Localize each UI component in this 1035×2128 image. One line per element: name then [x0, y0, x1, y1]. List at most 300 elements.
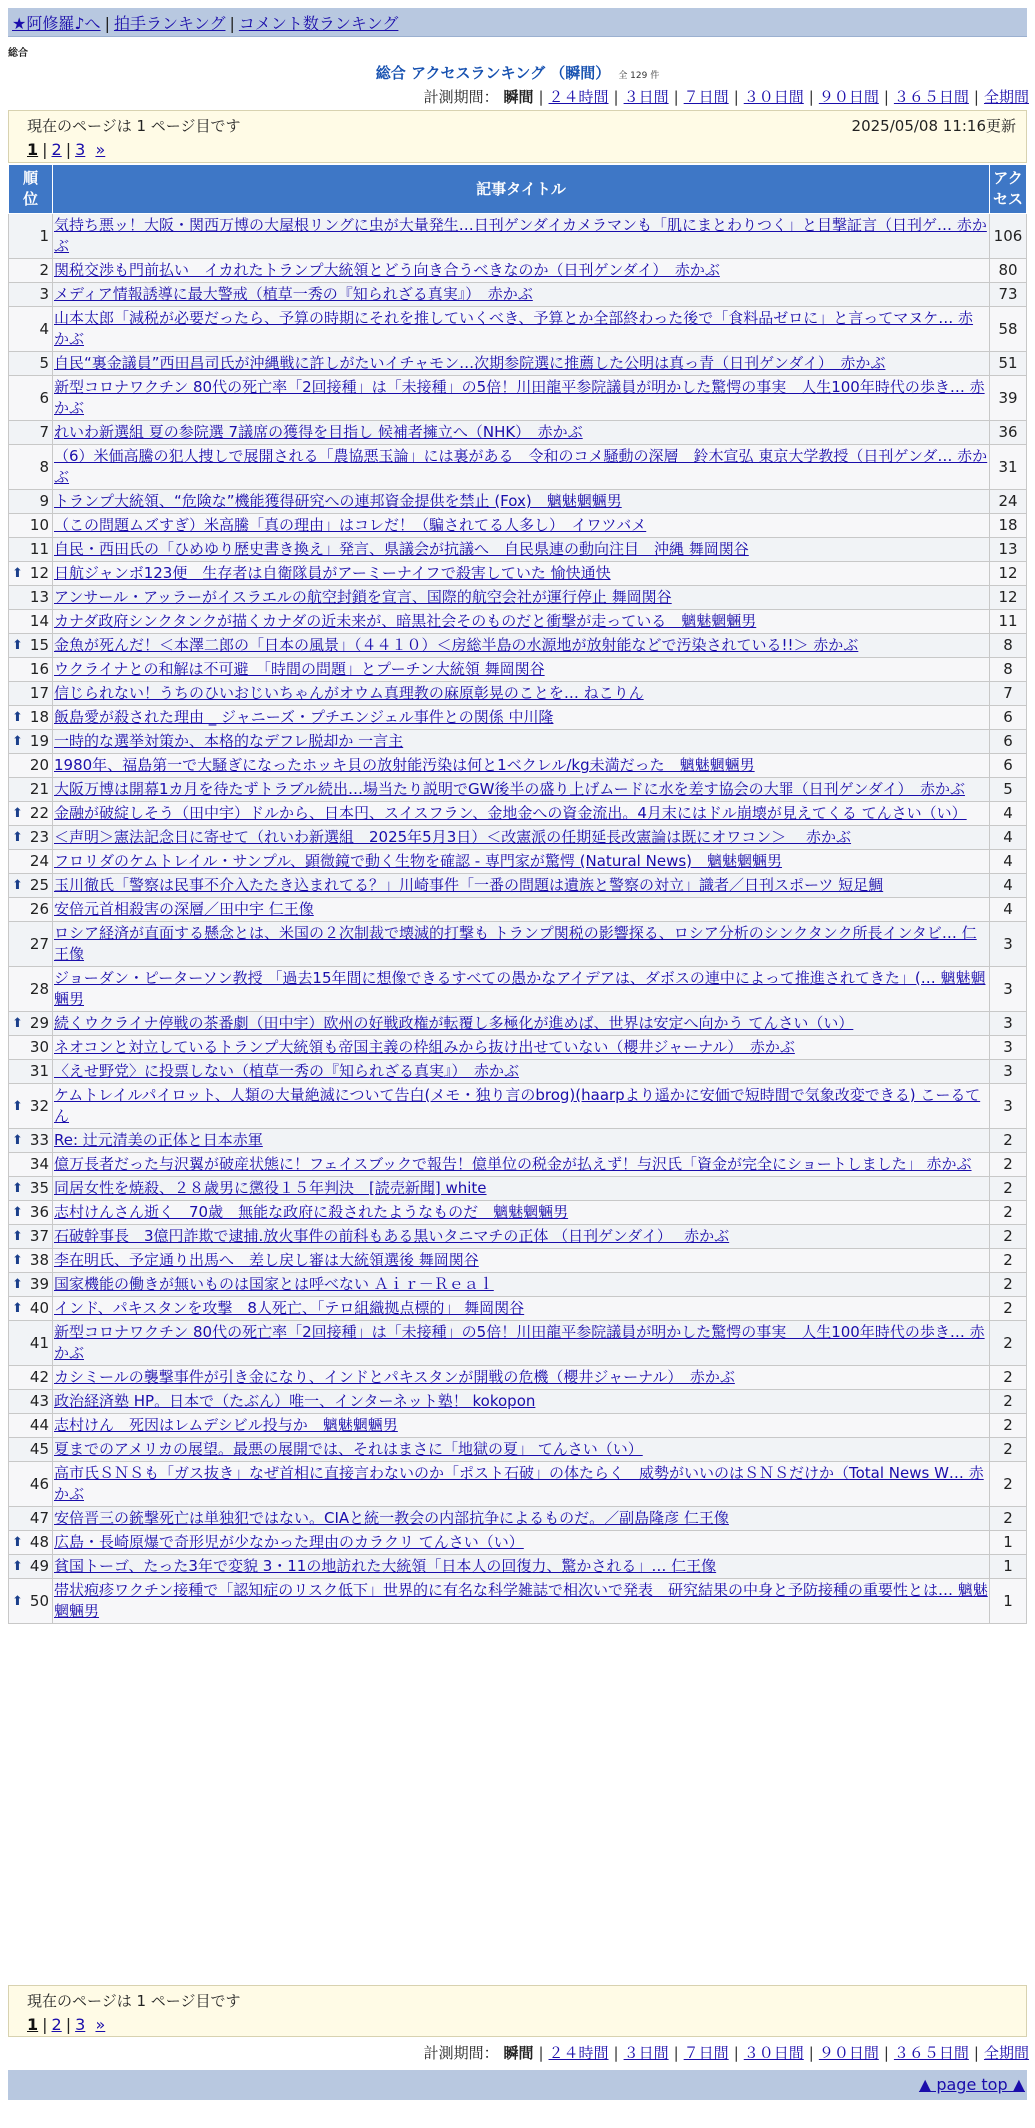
title-cell [53, 778, 990, 802]
period-365d-link-bottom[interactable]: ３６５日間 [893, 2044, 969, 2062]
table-row [9, 706, 1027, 730]
rank-number: 11 [29, 540, 49, 558]
article-link[interactable]: ケムトレイルパイロット、人類の大量絶滅について告白(メモ・独り言のbrog)(haarpより遥かに安価で短時間で気象改変できる) こーるてん [54, 1086, 981, 1125]
rank-cell [9, 898, 53, 922]
ranking-title: 総合 アクセスランキング （瞬間） [375, 64, 611, 82]
rank-number: 4 [39, 319, 49, 338]
access-count: 1 [990, 1531, 1027, 1555]
access-count: 2 [990, 1366, 1027, 1390]
access-count: 12 [990, 562, 1027, 586]
rank-number: 35 [29, 1179, 49, 1197]
title-cell [53, 967, 990, 1012]
access-count: 3 [990, 1084, 1027, 1129]
home-link[interactable]: ★阿修羅♪へ [12, 14, 101, 33]
table-row [9, 1036, 1027, 1060]
article-link[interactable]: 貧国トーゴ、たった3年で変貌 3・11の地訪れた大統領「日本人の回復力、驚かされる」… 仁王像 [54, 1557, 717, 1575]
rank-cell [9, 754, 53, 778]
table-row [9, 214, 1027, 259]
article-link[interactable]: 山本太郎「減税が必要だったら、予算の時期にそれを推していくべき、予算とか全部終わった後で「食料品ゼロに」と言ってマヌケ… 赤かぶ [54, 309, 974, 348]
access-count: 24 [990, 490, 1027, 514]
access-count: 2 [990, 1507, 1027, 1531]
table-row [9, 376, 1027, 421]
updated-time: 2025/05/08 11:16更新 [851, 117, 1016, 135]
period-current-bottom: 瞬間 [503, 2044, 534, 2062]
table-row [9, 778, 1027, 802]
rank-number: 2 [39, 261, 49, 279]
title-cell [53, 1462, 990, 1507]
rank-number: 50 [29, 1591, 49, 1610]
rank-number: 3 [39, 285, 49, 303]
pager-top [8, 110, 1027, 163]
period-label: 計測期間： [423, 88, 499, 106]
nav-separator: | [229, 14, 235, 33]
rank-number: 21 [29, 780, 49, 798]
rank-cell [9, 352, 53, 376]
title-cell [53, 514, 990, 538]
table-header-row [9, 165, 1027, 214]
title-cell [53, 898, 990, 922]
article-link[interactable]: 石破幹事長 3億円詐欺で逮捕.放火事件の前科もある黒いタニマチの正体 （日刊ゲンダイ） 赤かぶ [54, 1227, 730, 1245]
rank-number: 7 [39, 423, 49, 441]
title-cell [53, 1153, 990, 1177]
table-row [9, 1201, 1027, 1225]
access-count: 6 [990, 754, 1027, 778]
period-7d-link[interactable]: ７日間 [683, 88, 729, 106]
rank-up-icon: ⬆ [12, 1277, 23, 1292]
title-cell [53, 421, 990, 445]
access-count: 31 [990, 445, 1027, 490]
rank-cell [9, 1036, 53, 1060]
rank-cell [9, 586, 53, 610]
table-row [9, 874, 1027, 898]
access-count: 4 [990, 826, 1027, 850]
rank-cell [9, 610, 53, 634]
rank-number: 9 [39, 492, 49, 510]
page-1-current-bottom: 1 [27, 2015, 39, 2034]
rank-cell [9, 1153, 53, 1177]
title-cell [53, 706, 990, 730]
title-cell [53, 1390, 990, 1414]
title-cell [53, 586, 990, 610]
rank-cell [9, 1177, 53, 1201]
article-link[interactable]: カナダ政府シンクタンクが描くカナダの近未来が、暗黒社会そのものだと衝撃が走っている 魑魅魍魎男 [54, 612, 757, 630]
article-link[interactable]: 新型コロナワクチン 80代の死亡率「2回接種」は「未接種」の5倍！川田龍平参院議員が明かした驚愕の事実 人生100年時代の歩き… 赤かぶ [54, 378, 985, 417]
article-link[interactable]: 信じられない！うちのひいおじいちゃんがオウム真理教の麻原彰晃のことを… ねこりん [54, 684, 644, 702]
title-cell [53, 445, 990, 490]
rank-cell [9, 706, 53, 730]
title-cell [53, 352, 990, 376]
period-365d-link[interactable]: ３６５日間 [893, 88, 969, 106]
access-count: 3 [990, 967, 1027, 1012]
access-count: 3 [990, 1012, 1027, 1036]
rank-number: 18 [29, 708, 49, 726]
rank-cell [9, 1579, 53, 1624]
table-row [9, 490, 1027, 514]
article-link[interactable]: 同居女性を焼殺、２８歳男に懲役１５年判決 [読売新聞] white [54, 1179, 487, 1197]
table-row [9, 1060, 1027, 1084]
article-link[interactable]: 億万長者だった与沢翼が破産状態に！フェイスブックで報告！億単位の税金が払えず！与沢氏「資金が完全にショートしました」 赤かぶ [54, 1155, 972, 1173]
pager-bottom [8, 1985, 1027, 2037]
access-count: 7 [990, 682, 1027, 706]
rank-number: 28 [29, 979, 49, 998]
table-row [9, 682, 1027, 706]
title-cell [53, 1084, 990, 1129]
rank-number: 47 [29, 1509, 49, 1527]
article-link[interactable]: 関税交渉も門前払い イカれたトランプ大統領とどう向き合うべきなのか（日刊ゲンダイ） 赤かぶ [54, 261, 720, 279]
rank-number: 1 [39, 226, 49, 245]
table-row [9, 1225, 1027, 1249]
rank-number: 8 [39, 457, 49, 476]
page-top-link[interactable]: ▲ page top ▲ [918, 2075, 1025, 2094]
rank-number: 39 [29, 1275, 49, 1293]
access-count: 1 [990, 1579, 1027, 1624]
page-3-link[interactable]: 3 [75, 140, 86, 159]
rank-up-icon: ⬆ [12, 1593, 23, 1609]
access-count: 2 [990, 1297, 1027, 1321]
article-link[interactable]: 新型コロナワクチン 80代の死亡率「2回接種」は「未接種」の5倍！川田龍平参院議員が明かした驚愕の事実 人生100年時代の歩き… 赤かぶ [54, 1323, 985, 1362]
table-row [9, 754, 1027, 778]
rank-cell [9, 1012, 53, 1036]
rank-up-icon: ⬆ [12, 1253, 23, 1268]
rank-cell [9, 562, 53, 586]
title-cell [53, 1129, 990, 1153]
rank-cell [9, 514, 53, 538]
article-link[interactable]: 国家機能の働きが無いものは国家とは呼べない Ａｉｒ－Ｒｅａｌ [54, 1275, 494, 1293]
rank-number: 30 [29, 1038, 49, 1056]
current-page-text-bottom: 現在のページは 1 ページ目です [27, 1992, 241, 2010]
table-row [9, 610, 1027, 634]
table-row [9, 967, 1027, 1012]
period-24h-link-bottom[interactable]: ２４時間 [548, 2044, 609, 2062]
title-cell [53, 1036, 990, 1060]
title-cell [53, 1177, 990, 1201]
title-cell [53, 634, 990, 658]
access-count: 4 [990, 802, 1027, 826]
article-link[interactable]: トランプ大統領、“危険な”機能獲得研究への連邦資金提供を禁止 (Fox) 魑魅魍魎男 [54, 492, 622, 510]
article-link[interactable]: 高市氏ＳＮＳも「ガス抜き」なぜ首相に直接言わないのか「ポスト石破」の体たらく 威勢がいいのはＳＮＳだけか（Total News W… 赤かぶ [54, 1464, 984, 1503]
rank-cell [9, 1321, 53, 1366]
rank-number: 16 [29, 660, 49, 678]
access-count: 58 [990, 307, 1027, 352]
title-cell [53, 682, 990, 706]
title-cell [53, 259, 990, 283]
rank-up-icon: ⬆ [12, 638, 23, 653]
table-row [9, 1012, 1027, 1036]
article-link[interactable]: 政治経済塾 HP。日本で（たぶん）唯一、インターネット塾！ kokopon [54, 1392, 536, 1410]
rank-cell [9, 1273, 53, 1297]
rank-up-icon: ⬆ [12, 1205, 23, 1220]
rank-number: 40 [29, 1299, 49, 1317]
access-count: 2 [990, 1390, 1027, 1414]
rank-number: 43 [29, 1392, 49, 1410]
page-2-link[interactable]: 2 [51, 140, 62, 159]
title-cell [53, 1060, 990, 1084]
rank-number: 29 [29, 1014, 49, 1032]
article-link[interactable]: 安倍元首相殺害の深層／田中宇 仁王像 [54, 900, 314, 918]
rank-number: 33 [29, 1131, 49, 1149]
article-link[interactable]: （6）米価高騰の犯人捜しで展開される「農協悪玉論」には裏がある 令和のコメ騒動の深層 鈴木宣弘 東京大学教授（日刊ゲンダ… 赤かぶ [54, 447, 988, 486]
rank-up-icon: ⬆ [12, 566, 23, 581]
rank-cell [9, 658, 53, 682]
rank-cell [9, 1225, 53, 1249]
title-cell [53, 1225, 990, 1249]
page-3-link-bottom[interactable]: 3 [75, 2015, 86, 2034]
rank-cell [9, 1531, 53, 1555]
rank-number: 44 [29, 1416, 49, 1434]
rank-number: 20 [29, 756, 49, 774]
ranking-table [8, 164, 1027, 1624]
title-cell [53, 376, 990, 421]
title-cell [53, 283, 990, 307]
access-count: 2 [990, 1414, 1027, 1438]
article-link[interactable]: 自民・西田氏の「ひめゆり歴史書き換え」発言、県議会が抗議へ 自民県連の動向注目 沖縄 舞岡関谷 [54, 540, 749, 558]
access-count: 12 [990, 586, 1027, 610]
article-link[interactable]: 〈えせ野党〉に投票しない（植草一秀の『知られざる真実』） 赤かぶ [54, 1062, 520, 1080]
access-count: 4 [990, 898, 1027, 922]
rank-cell [9, 1438, 53, 1462]
article-link[interactable]: アンサール・アッラーがイスラエルの航空封鎖を宣言、国際的航空会社が運行停止 舞岡関谷 [54, 588, 672, 606]
article-link[interactable]: れいわ新選組 夏の参院選 7議席の獲得を目指し 候補者擁立へ（NHK） 赤かぶ [54, 423, 583, 441]
access-count: 2 [990, 1462, 1027, 1507]
table-row [9, 445, 1027, 490]
table-row [9, 730, 1027, 754]
table-row [9, 898, 1027, 922]
table-row [9, 922, 1027, 967]
access-count: 106 [990, 214, 1027, 259]
rank-number: 22 [29, 804, 49, 822]
title-cell [53, 658, 990, 682]
period-all-link[interactable]: 全期間 [983, 88, 1029, 106]
table-row [9, 1507, 1027, 1531]
rank-number: 10 [29, 516, 49, 534]
next-page-link-bottom[interactable]: » [95, 2015, 106, 2034]
rank-number: 34 [29, 1155, 49, 1173]
article-link[interactable]: 一時的な選挙対策か、本格的なデフレ脱却か 一言主 [54, 732, 404, 750]
rank-cell [9, 967, 53, 1012]
rank-up-icon: ⬆ [12, 1181, 23, 1196]
rank-up-icon: ⬆ [12, 1301, 23, 1316]
access-count: 2 [990, 1438, 1027, 1462]
period-30d-link-bottom[interactable]: ３０日間 [743, 2044, 804, 2062]
rank-cell [9, 283, 53, 307]
title-cell [53, 1366, 990, 1390]
period-3d-link-bottom[interactable]: ３日間 [623, 2044, 669, 2062]
rank-number: 49 [29, 1557, 49, 1575]
title-cell [53, 1531, 990, 1555]
title-cell [53, 754, 990, 778]
access-header: アクセス [990, 165, 1027, 214]
title-cell [53, 1249, 990, 1273]
rank-up-icon: ⬆ [12, 830, 23, 845]
table-row [9, 802, 1027, 826]
article-link[interactable]: 金魚が死んだ！＜本澤二郎の「日本の風景」（４４１０）＜房総半島の水源地が放射能などで汚染されている!!＞ 赤かぶ [54, 636, 859, 654]
rank-cell [9, 538, 53, 562]
access-count: 2 [990, 1321, 1027, 1366]
next-page-link[interactable]: » [95, 140, 106, 159]
article-link[interactable]: フロリダのケムトレイル・サンプル、顕微鏡で動く生物を確認 - 専門家が驚愕 (Natural News) 魑魅魍魎男 [54, 852, 783, 870]
rank-up-icon: ⬆ [12, 1559, 23, 1574]
table-row [9, 1321, 1027, 1366]
article-link[interactable]: カシミールの襲撃事件が引き金になり、インドとパキスタンが開戦の危機（櫻井ジャーナル） 赤かぶ [54, 1368, 735, 1386]
access-count: 6 [990, 706, 1027, 730]
article-link[interactable]: ＜声明＞憲法記念日に寄せて（れいわ新選組 2025年5月3日）＜改憲派の任期延長改憲論は既にオワコン＞ 赤かぶ [54, 828, 852, 846]
period-3d-link[interactable]: ３日間 [623, 88, 669, 106]
rank-number: 19 [29, 732, 49, 750]
rank-up-icon: ⬆ [12, 710, 23, 725]
rank-number: 14 [29, 612, 49, 630]
article-link[interactable]: 日航ジャンボ123便 生存者は自衛隊員がアーミーナイフで殺害していた 愉快通快 [54, 564, 611, 582]
rank-cell [9, 490, 53, 514]
rank-cell [9, 682, 53, 706]
table-row [9, 586, 1027, 610]
period-all-link-bottom[interactable]: 全期間 [983, 2044, 1029, 2062]
article-link[interactable]: Re: 辻元清美の正体と日本赤軍 [54, 1131, 263, 1149]
clap-ranking-link[interactable]: 拍手ランキング [113, 14, 226, 33]
nav-separator: | [104, 14, 110, 33]
rank-cell [9, 1297, 53, 1321]
rank-header: 順位 [9, 165, 53, 214]
period-90d-link-bottom[interactable]: ９０日間 [818, 2044, 879, 2062]
rank-cell [9, 1555, 53, 1579]
article-link[interactable]: 金融が破綻しそう（田中宇）ドルから、日本円、スイスフラン、金地金への資金流出。4月末にはドル崩壊が見えてくる てんさい（い） [54, 804, 967, 822]
rank-number: 13 [29, 588, 49, 606]
title-cell [53, 1579, 990, 1624]
article-link[interactable]: 志村けん 死因はレムデシビル投与か 魑魅魍魎男 [54, 1416, 398, 1434]
page-1-current: 1 [27, 140, 39, 159]
article-link[interactable]: ジョーダン・ピーターソン教授 「過去15年間に想像できるすべての愚かなアイデアは、ダボスの連中によって推進されてきた」(… 魑魅魍魎男 [54, 969, 986, 1008]
page-2-link-bottom[interactable]: 2 [51, 2015, 62, 2034]
rank-number: 32 [29, 1096, 49, 1115]
rank-number: 31 [29, 1062, 49, 1080]
article-link[interactable]: メディア情報誘導に最大警戒（植草一秀の『知られざる真実』） 赤かぶ [54, 285, 533, 303]
comment-ranking-link[interactable]: コメント数ランキング [238, 14, 399, 33]
article-link[interactable]: ネオコンと対立しているトランプ大統領も帝国主義の枠組みから抜け出せていない（櫻井ジャーナル） 赤かぶ [54, 1038, 795, 1056]
rank-number: 45 [29, 1440, 49, 1458]
article-link[interactable]: 飯島愛が殺された理由 _ ジャニーズ・プチエンジェル事件との関係 中川隆 [54, 708, 554, 726]
access-count: 3 [990, 922, 1027, 967]
title-cell [53, 922, 990, 967]
rank-up-icon: ⬆ [12, 1535, 23, 1550]
table-row [9, 1555, 1027, 1579]
rank-up-icon: ⬆ [12, 806, 23, 821]
table-row [9, 538, 1027, 562]
table-row [9, 421, 1027, 445]
table-row [9, 1414, 1027, 1438]
article-link[interactable]: 自民“裏金議員”西田昌司氏が沖縄戦に許しがたいイチャモン…次期参院選に推薦した公明は真っ青（日刊ゲンダイ） 赤かぶ [54, 354, 886, 372]
table-row [9, 1273, 1027, 1297]
article-link[interactable]: 安倍晋三の銃撃死亡は単独犯ではない。CIAと統一教会の内部抗争によるものだ。／副島隆彦 仁王像 [54, 1509, 729, 1527]
article-link[interactable]: 大阪万博は開幕1カ月を待たずトラブル続出…場当たり説明でGW後半の盛り上げムードに水を差す協会の大罪（日刊ゲンダイ） 赤かぶ [54, 780, 965, 798]
rank-number: 5 [39, 354, 49, 372]
title-cell [53, 730, 990, 754]
access-count: 51 [990, 352, 1027, 376]
access-count: 2 [990, 1177, 1027, 1201]
article-link[interactable]: インド、パキスタンを攻撃 8人死亡、「テロ組織拠点標的」 舞岡関谷 [54, 1299, 525, 1317]
period-label-bottom: 計測期間： [423, 2044, 499, 2062]
table-row [9, 1084, 1027, 1129]
article-link[interactable]: 玉川徹氏「警察は民事不介入たたき込まれてる？」川崎事件「一番の問題は遺族と警察の対立」識者／日刊スポーツ 短足鯛 [54, 876, 884, 894]
rank-cell [9, 307, 53, 352]
rank-number: 46 [29, 1474, 49, 1493]
rank-cell [9, 1414, 53, 1438]
rank-up-icon: ⬆ [12, 1098, 23, 1114]
page-links: 1 | 2 | 3 » [27, 140, 106, 159]
rank-cell [9, 922, 53, 967]
title-cell [53, 802, 990, 826]
rank-up-icon: ⬆ [12, 1133, 23, 1148]
rank-number: 24 [29, 852, 49, 870]
rank-cell [9, 634, 53, 658]
rank-cell [9, 730, 53, 754]
title-cell [53, 610, 990, 634]
title-cell [53, 1555, 990, 1579]
table-row [9, 1462, 1027, 1507]
table-row [9, 850, 1027, 874]
article-link[interactable]: 続くウクライナ停戦の茶番劇（田中宇）欧州の好戦政権が転覆し多極化が進めば、世界は安定へ向かう てんさい（い） [54, 1014, 854, 1032]
access-count: 3 [990, 1036, 1027, 1060]
access-count: 6 [990, 730, 1027, 754]
table-row [9, 562, 1027, 586]
article-link[interactable]: 李在明氏、予定通り出馬へ 差し戻し審は大統領選後 舞岡関谷 [54, 1251, 479, 1269]
article-link[interactable]: 1980年、福島第一で大騒ぎになったホッキ貝の放射能汚染は何と1ベクレル/kg未満だった 魑魅魍魎男 [54, 756, 755, 774]
article-link[interactable]: 帯状疱疹ワクチン接種で「認知症のリスク低下」世界的に有名な科学雑誌で相次いで発表 研究結果の中身と予防接種の重要性とは… 魑魅魍魎男 [54, 1581, 988, 1620]
rank-cell [9, 1249, 53, 1273]
table-row [9, 1390, 1027, 1414]
article-link[interactable]: ロシア経済が直面する懸念とは、米国の２次制裁で壊滅的打撃も トランプ関税の影響探る、ロシア分析のシンクタンク所長インタビ… 仁王像 [54, 924, 977, 963]
period-7d-link-bottom[interactable]: ７日間 [683, 2044, 729, 2062]
title-cell [53, 1507, 990, 1531]
article-link[interactable]: ウクライナとの和解は不可避 「時間の問題」とプーチン大統領 舞岡関谷 [54, 660, 545, 678]
rank-cell [9, 1462, 53, 1507]
title-cell [53, 850, 990, 874]
table-row [9, 1153, 1027, 1177]
access-count: 73 [990, 283, 1027, 307]
period-24h-link[interactable]: ２４時間 [548, 88, 609, 106]
access-count: 39 [990, 376, 1027, 421]
table-row [9, 283, 1027, 307]
table-row [9, 259, 1027, 283]
rank-cell [9, 826, 53, 850]
access-count: 2 [990, 1153, 1027, 1177]
article-link[interactable]: 志村けんさん逝く 70歳 無能な政府に殺されたようなものだ 魑魅魍魎男 [54, 1203, 569, 1221]
rank-cell [9, 874, 53, 898]
access-count: 2 [990, 1129, 1027, 1153]
title-cell [53, 214, 990, 259]
rank-number: 15 [29, 636, 49, 654]
title-cell [53, 1414, 990, 1438]
table-row [9, 634, 1027, 658]
table-row [9, 1438, 1027, 1462]
access-count: 1 [990, 1555, 1027, 1579]
access-count: 2 [990, 1225, 1027, 1249]
rank-cell [9, 1390, 53, 1414]
table-row [9, 352, 1027, 376]
rank-number: 25 [29, 876, 49, 894]
article-link[interactable]: 夏までのアメリカの展望。最悪の展開では、それはまさに「地獄の夏」 てんさい（い） [54, 1440, 643, 1458]
access-count: 13 [990, 538, 1027, 562]
period-30d-link[interactable]: ３０日間 [743, 88, 804, 106]
rank-cell [9, 1084, 53, 1129]
article-link[interactable]: 広島・長崎原爆で奇形児が少なかった理由のカラクリ てんさい（い） [54, 1533, 524, 1551]
access-count: 8 [990, 634, 1027, 658]
rank-cell [9, 376, 53, 421]
title-cell [53, 826, 990, 850]
table-row [9, 658, 1027, 682]
rank-number: 41 [29, 1333, 49, 1352]
period-90d-link[interactable]: ９０日間 [818, 88, 879, 106]
article-link[interactable]: （この問題ムズすぎ）米高騰「真の理由」はコレだ！（騙されてる人多し） イワツバメ [54, 516, 647, 534]
article-link[interactable]: 気持ち悪ッ！大阪・関西万博の大屋根リングに虫が大量発生…日刊ゲンダイカメラマンも「肌にまとわりつく」と目撃証言（日刊ゲ… 赤かぶ [54, 216, 987, 255]
